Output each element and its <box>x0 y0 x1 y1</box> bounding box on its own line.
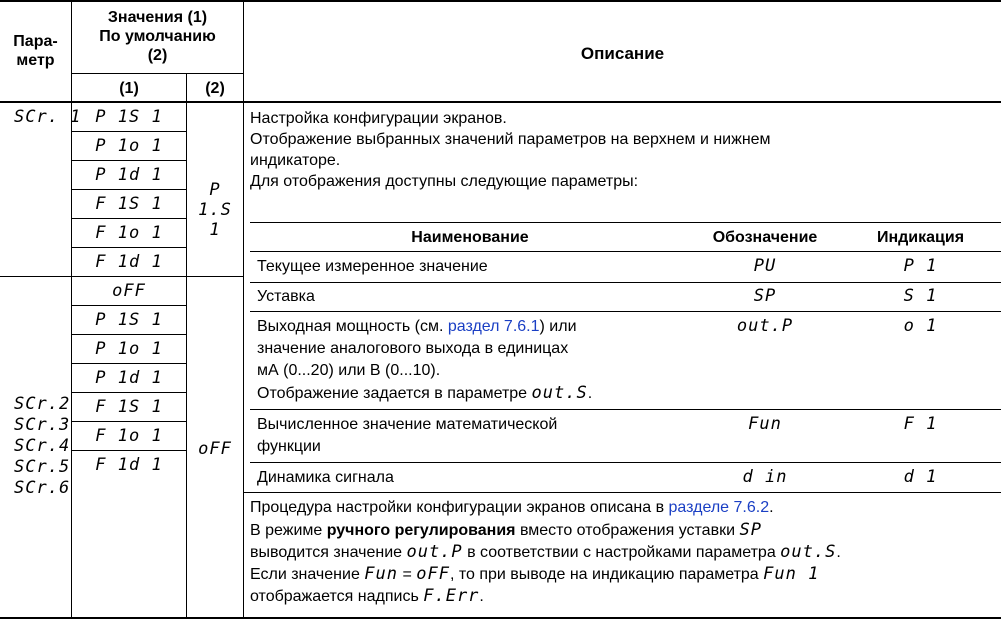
value-cell: P 1S 1 <box>95 107 163 127</box>
value-cell-separator <box>72 363 186 364</box>
desc-line: индикаторе. <box>250 152 341 169</box>
desc-line <box>250 564 819 585</box>
inner-header-indication: Индикация <box>876 229 965 246</box>
text-fragment: , то при выводе на индикацию параметра <box>449 566 764 583</box>
inner-row-symbol: PU <box>753 256 777 276</box>
segment-code: Fun 1 <box>763 564 820 584</box>
header-values <box>72 8 243 65</box>
value-cell-separator <box>72 276 186 277</box>
param-item: SCr.4 <box>14 436 71 456</box>
value-cell-separator <box>72 189 186 190</box>
inner-row-name: значение аналогового выхода в единицах <box>257 340 569 357</box>
inner-row-name <box>257 383 592 404</box>
value-cell-separator <box>72 392 186 393</box>
text-fragment: Выходная мощность (см. <box>257 318 448 335</box>
value-cell: P 1o 1 <box>95 136 163 156</box>
header-values-line1: Значения (1) <box>107 9 208 26</box>
value-cell: F 1o 1 <box>95 223 163 243</box>
param-item: SCr.3 <box>14 415 71 435</box>
param-item: SCr.5 <box>14 457 71 477</box>
header-param: Пара- метр <box>13 33 58 69</box>
desc-line <box>250 498 774 518</box>
text-fragment: выводится значение <box>250 544 407 561</box>
desc-line: Для отображения доступны следующие параметры: <box>250 173 639 190</box>
text-fragment: вместо отображения уставки <box>515 522 740 539</box>
text-fragment: . <box>836 544 841 561</box>
value-cell: F 1S 1 <box>95 397 163 417</box>
inner-row-symbol: Fun <box>748 414 782 434</box>
value-cell-separator <box>72 160 186 161</box>
value-cell-separator <box>72 218 186 219</box>
param-item: SCr.2 <box>14 394 71 414</box>
inner-row-name: Текущее измеренное значение <box>257 258 488 275</box>
param-scr1: SCr. 1 <box>14 107 82 127</box>
value-cell: F 1S 1 <box>95 194 163 214</box>
inner-table-row-line <box>250 282 1001 283</box>
inner-row-indication: S 1 <box>903 286 938 306</box>
segment-code: Fun <box>364 564 398 584</box>
value-cell: P 1d 1 <box>95 165 163 185</box>
inner-table-row-line <box>250 251 1001 252</box>
segment-code: oFF <box>416 564 450 584</box>
header-values-line3: (2) <box>147 47 168 64</box>
text-fragment: отображается надпись <box>250 588 424 605</box>
text-fragment: Процедура настройки конфигурации экранов описана в <box>250 499 669 516</box>
value-cell: oFF <box>112 281 146 301</box>
inner-header-symbol: Обозначение <box>712 229 818 246</box>
text-fragment: Если значение <box>250 566 365 583</box>
default-value-row1: P 1.S 1 <box>198 180 232 240</box>
header-col2: (2) <box>205 80 225 97</box>
inner-row-name: Вычисленное значение математической <box>257 416 558 433</box>
segment-code: out.S <box>780 542 837 562</box>
value-cell-separator <box>72 247 186 248</box>
inner-row-indication: P 1 <box>903 256 938 276</box>
inner-row-indication: o 1 <box>903 316 938 336</box>
segment-code: out.S <box>531 383 588 403</box>
table-border-header-bottom <box>0 101 1001 103</box>
inner-table-top <box>250 222 1001 223</box>
value-cell: F 1d 1 <box>95 252 163 272</box>
default-value-row2: oFF <box>198 439 232 459</box>
inner-row-indication: d 1 <box>903 467 938 487</box>
table-border-top <box>0 0 1001 2</box>
header-col1: (1) <box>119 80 139 97</box>
header-description: Описание <box>580 44 665 63</box>
value-cell-separator <box>72 305 186 306</box>
value-cell-separator <box>72 421 186 422</box>
section-link-7-6-2[interactable]: разделе 7.6.2 <box>668 499 770 516</box>
desc-line: Отображение выбранных значений параметров на верхнем и нижнем <box>250 131 771 148</box>
desc-line: Настройка конфигурации экранов. <box>250 110 507 127</box>
section-link-7-6-1[interactable]: раздел 7.6.1 <box>447 318 540 335</box>
value-cell-separator <box>72 334 186 335</box>
inner-row-name <box>257 317 577 337</box>
desc-line <box>250 586 484 607</box>
segment-code: F.Err <box>423 586 480 606</box>
inner-table-bottom <box>244 492 1001 493</box>
header-values-divider <box>71 73 244 74</box>
inner-row-indication: F 1 <box>903 414 938 434</box>
text-fragment: . <box>587 385 593 402</box>
text-fragment: ) или <box>539 318 577 335</box>
text-fragment: . <box>479 588 484 605</box>
param-item: SCr.6 <box>14 478 71 498</box>
inner-row-name: Уставка <box>257 288 315 305</box>
inner-row-symbol: d in <box>742 467 788 487</box>
inner-table-row-line <box>250 462 1001 463</box>
value-cell: P 1S 1 <box>95 310 163 330</box>
inner-header-name: Наименование <box>411 229 529 246</box>
value-cell: F 1o 1 <box>95 426 163 446</box>
header-values-line2: По умолчанию <box>99 28 216 45</box>
param-scr2-6 <box>14 394 70 499</box>
column-border-description <box>243 0 244 619</box>
value-cell: F 1d 1 <box>95 455 163 475</box>
text-fragment: . <box>769 499 774 516</box>
table-border-bottom <box>0 617 1001 619</box>
desc-line <box>250 542 841 563</box>
text-fragment: в соответствии с настройками параметра <box>462 544 781 561</box>
inner-row-symbol: SP <box>753 286 777 306</box>
inner-table-row-line <box>250 311 1001 312</box>
column-border-values <box>186 73 187 619</box>
value-cell: P 1o 1 <box>95 339 163 359</box>
desc-line <box>250 520 762 541</box>
inner-table-row-line <box>250 409 1001 410</box>
inner-row-symbol: out.P <box>736 316 794 336</box>
text-fragment: Отображение задается в параметре <box>257 385 532 402</box>
value-cell-separator <box>72 131 186 132</box>
bold-term: ручного регулирования <box>326 522 516 539</box>
segment-code: out.P <box>406 542 463 562</box>
value-cell: P 1d 1 <box>95 368 163 388</box>
inner-row-name: Динамика сигнала <box>257 469 394 486</box>
inner-row-name: функции <box>257 438 321 455</box>
text-fragment: = <box>398 566 417 583</box>
text-fragment: В режиме <box>250 522 327 539</box>
segment-code: SP <box>739 520 762 540</box>
value-cell-separator <box>72 450 186 451</box>
inner-row-name: мА (0...20) или В (0...10). <box>257 362 441 379</box>
